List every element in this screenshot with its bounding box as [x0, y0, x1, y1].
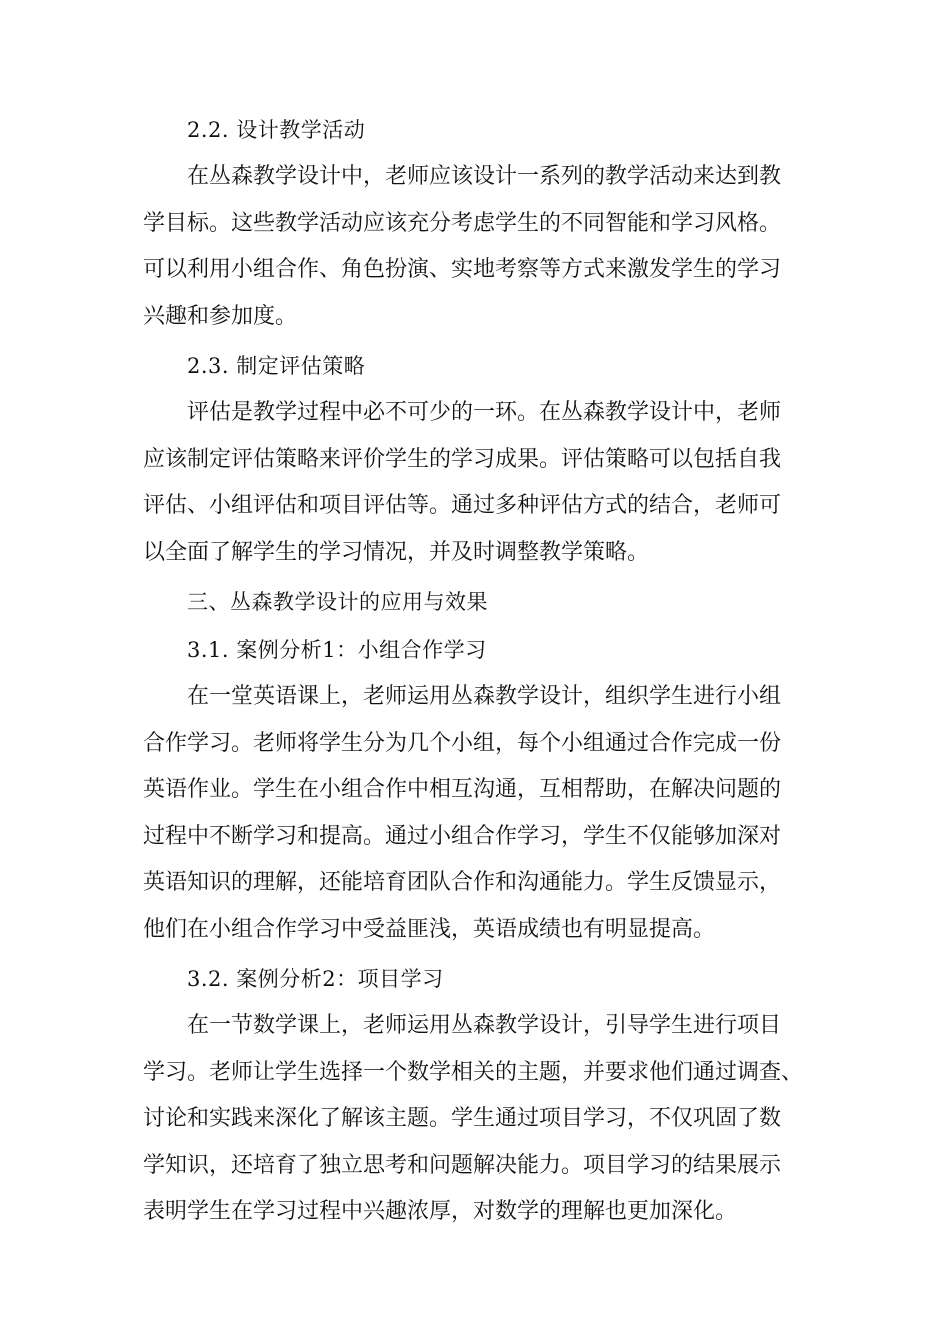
paragraph-line: 兴趣和参加度。 — [143, 303, 298, 329]
section-heading-3-2: 3.2. 案例分析2：项目学习 — [187, 967, 444, 991]
paragraph-line: 可以利用小组合作、角色扮演、实地考察等方式来激发学生的学习 — [143, 257, 782, 282]
paragraph-line: 评估、小组评估和项目评估等。通过多种评估方式的结合，老师可 — [143, 493, 782, 518]
paragraph-3-2 — [143, 1003, 803, 1236]
section-heading-3-1: 3.1. 案例分析1：小组合作学习 — [187, 638, 487, 662]
paragraph-line: 学目标。这些教学活动应该充分考虑学生的不同智能和学习风格。 — [143, 210, 782, 236]
section-heading-2-3: 2.3. 制定评估策略 — [187, 354, 366, 378]
paragraph-line: 英语作业。学生在小组合作中相互沟通，互相帮助，在解决问题的 — [143, 777, 782, 802]
paragraph-line: 在一堂英语课上，老师运用丛森教学设计，组织学生进行小组 — [187, 684, 782, 709]
paragraph-line: 英语知识的理解，还能培育团队合作和沟通能力。学生反馈显示， — [143, 870, 782, 895]
paragraph-line: 应该制定评估策略来评价学生的学习成果。评估策略可以包括自我 — [143, 446, 782, 472]
paragraph-line: 评估是教学过程中必不可少的一环。在丛森教学设计中，老师 — [187, 400, 782, 425]
chapter-heading-3: 三、丛森教学设计的应用与效果 — [187, 590, 488, 614]
paragraph-line: 在丛森教学设计中，老师应该设计一系列的教学活动来达到教 — [187, 164, 782, 189]
paragraph-line: 以全面了解学生的学习情况，并及时调整教学策略。 — [143, 539, 650, 565]
paragraph-2-2 — [143, 154, 803, 340]
paragraph-line: 合作学习。老师将学生分为几个小组，每个小组通过合作完成一份 — [143, 730, 782, 756]
section-heading-2-2: 2.2. 设计教学活动 — [187, 118, 366, 142]
paragraph-line: 在一节数学课上，老师运用丛森教学设计，引导学生进行项目 — [187, 1013, 782, 1038]
paragraph-line: 表明学生在学习过程中兴趣浓厚，对数学的理解也更加深化。 — [143, 1199, 738, 1224]
paragraph-line: 讨论和实践来深化了解该主题。学生通过项目学习，不仅巩固了数 — [143, 1106, 782, 1131]
paragraph-2-3 — [143, 390, 803, 576]
paragraph-line: 学知识，还培育了独立思考和问题解决能力。项目学习的结果展示 — [143, 1152, 782, 1178]
paragraph-line: 学习。老师让学生选择一个数学相关的主题，并要求他们通过调查、 — [143, 1059, 804, 1085]
paragraph-line: 他们在小组合作学习中受益匪浅，英语成绩也有明显提高。 — [143, 916, 716, 942]
paragraph-3-1 — [143, 674, 803, 953]
document-body — [143, 106, 803, 1236]
paragraph-line: 过程中不断学习和提高。通过小组合作学习，学生不仅能够加深对 — [143, 823, 782, 849]
